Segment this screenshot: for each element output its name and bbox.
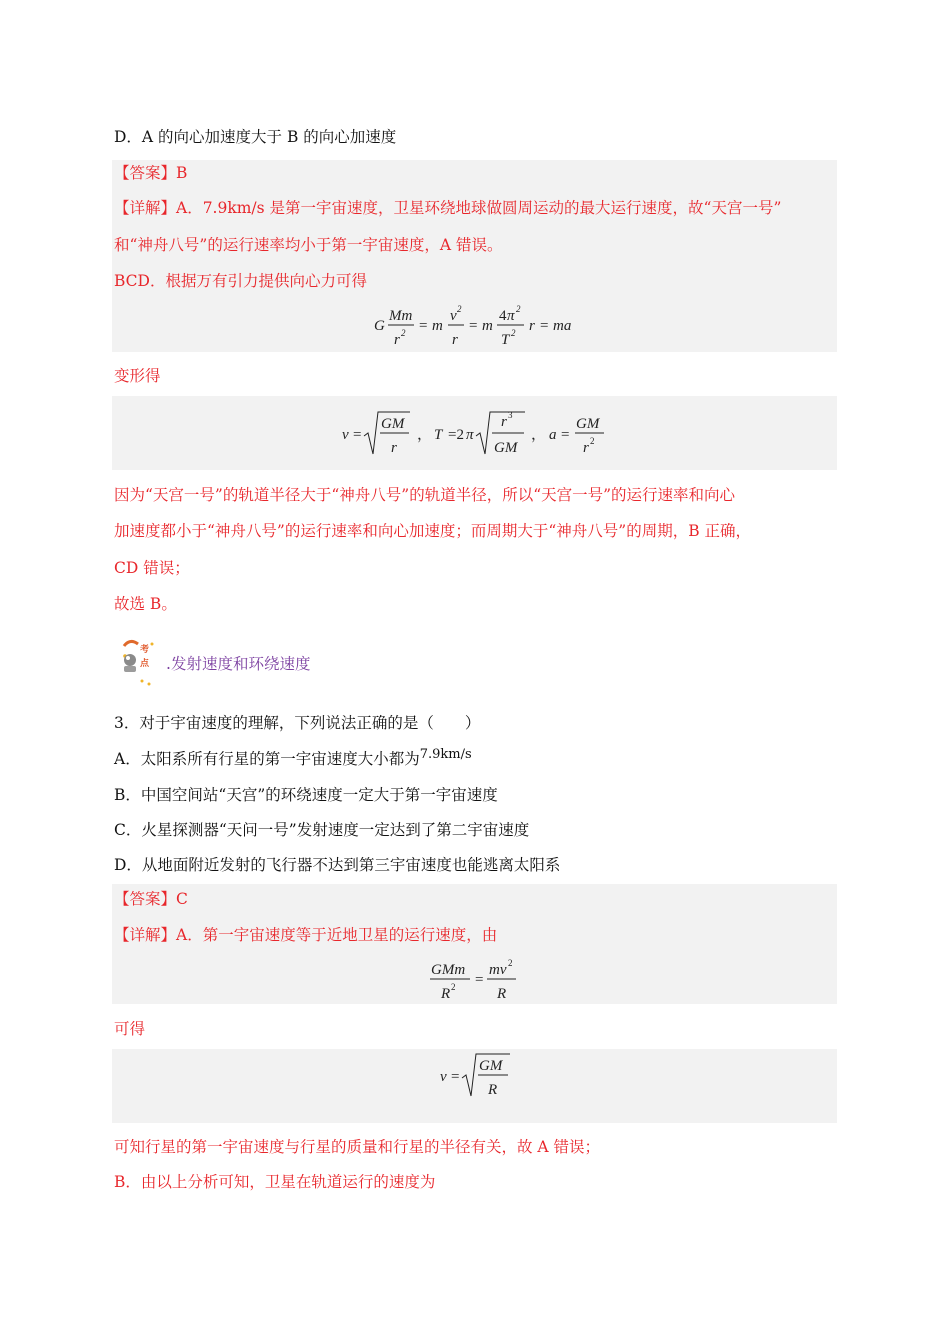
q3-option-b: B．中国空间站“天宫”的环绕速度一定大于第一宇宙速度 xyxy=(114,786,498,804)
svg-text:2: 2 xyxy=(401,328,406,338)
can-get-label: 可得 xyxy=(114,1020,146,1038)
topic-badge-icon xyxy=(116,636,158,688)
svg-text:π: π xyxy=(466,427,474,443)
svg-text:Mm: Mm xyxy=(389,308,413,324)
svg-text:r: r xyxy=(529,318,535,334)
svg-text:ma: ma xyxy=(553,318,572,334)
svg-text:=: = xyxy=(451,1069,460,1085)
topic-title-text: 发射速度和环绕速度 xyxy=(170,655,311,673)
detail-line-1-q2: 【详解】A．7.9km/s 是第一宇宙速度，卫星环绕地球做圆周运动的最大运行速度，故“天宫一号” xyxy=(114,199,782,217)
svg-text:v: v xyxy=(342,427,349,443)
q3-option-a-value: 7.9km/s xyxy=(419,747,472,762)
svg-text:R: R xyxy=(497,986,507,1002)
svg-text:T: T xyxy=(501,332,510,348)
answer-label-q2: 【答案】B xyxy=(114,164,188,182)
svg-text:4: 4 xyxy=(499,308,507,324)
svg-text:v: v xyxy=(450,308,457,324)
svg-text:GM: GM xyxy=(576,416,600,432)
svg-text:m: m xyxy=(432,318,443,334)
svg-text:π: π xyxy=(507,308,515,324)
svg-text:R: R xyxy=(488,1082,498,1098)
orbital-formulas xyxy=(340,402,620,464)
q3-option-d: D．从地面附近发射的飞行器不达到第三宇宙速度也能逃离太阳系 xyxy=(114,856,561,874)
svg-text:=: = xyxy=(469,318,478,334)
svg-text:m: m xyxy=(482,318,493,334)
svg-text:2: 2 xyxy=(590,436,595,446)
svg-text:，: ， xyxy=(531,427,547,443)
svg-text:=: = xyxy=(353,427,362,443)
svg-text:3: 3 xyxy=(508,410,513,420)
velocity-formula xyxy=(438,1048,528,1106)
svg-text:=: = xyxy=(540,318,549,334)
q3-option-a-text: A．太阳系所有行星的第一宇宙速度大小都为 xyxy=(114,750,420,768)
svg-text:a: a xyxy=(549,427,557,443)
deform-label: 变形得 xyxy=(114,367,161,385)
svg-text:2: 2 xyxy=(511,328,516,338)
svg-text:2: 2 xyxy=(451,982,456,992)
bcd-line-q2: BCD．根据万有引力提供向心力可得 xyxy=(114,272,367,290)
badge-bottom-char: 点 xyxy=(140,659,150,669)
svg-text:R: R xyxy=(441,986,451,1002)
gravitation-equation xyxy=(370,300,590,350)
option-d-q2: D．A 的向心加速度大于 B 的向心加速度 xyxy=(114,128,397,146)
q3-option-c: C．火星探测器“天问一号”发射速度一定达到了第二宇宙速度 xyxy=(114,821,530,839)
svg-text:r: r xyxy=(394,332,400,348)
reason-line-3: CD 错误； xyxy=(114,559,190,577)
svg-text:2: 2 xyxy=(457,304,462,314)
first-cosmic-velocity-equation xyxy=(428,954,528,1004)
badge-top-char: 考 xyxy=(140,645,150,655)
reason-line-1: 因为“天宫一号”的轨道半径大于“神舟八号”的轨道半径，所以“天宫一号”的运行速率和向心 xyxy=(114,486,736,504)
detail-line-1-q3: 【详解】A．第一宇宙速度等于近地卫星的运行速度，由 xyxy=(114,926,498,944)
q3-option-a xyxy=(114,749,472,771)
svg-text:T: T xyxy=(434,427,443,443)
svg-text:r: r xyxy=(391,440,397,456)
svg-text:=: = xyxy=(419,318,428,334)
conclusion-line-q3: 可知行星的第一宇宙速度与行星的质量和行星的半径有关，故 A 错误； xyxy=(114,1138,601,1156)
svg-text:GMm: GMm xyxy=(431,962,466,978)
b-line-q3: B．由以上分析可知，卫星在轨道运行的速度为 xyxy=(114,1173,436,1191)
detail-line-2-q2: 和“神舟八号”的运行速率均小于第一宇宙速度，A 错误。 xyxy=(114,236,503,254)
svg-text:r: r xyxy=(583,440,589,456)
svg-text:GM: GM xyxy=(479,1058,503,1074)
svg-text:2: 2 xyxy=(508,958,513,968)
svg-text:=2: =2 xyxy=(448,427,464,443)
svg-text:2: 2 xyxy=(516,304,521,314)
reason-line-2: 加速度都小于“神舟八号”的运行速率和向心加速度；而周期大于“神舟八号”的周期，B 正确， xyxy=(114,522,752,540)
svg-text:r: r xyxy=(452,332,458,348)
answer-label-q3: 【答案】C xyxy=(114,890,188,908)
topic-title: .发射速度和环绕速度 xyxy=(166,655,311,673)
svg-text:，: ， xyxy=(417,427,433,443)
choose-line-q2: 故选 B。 xyxy=(114,595,177,613)
svg-text:GM: GM xyxy=(494,440,518,456)
q3-question: 3．对于宇宙速度的理解，下列说法正确的是（ ） xyxy=(114,714,481,732)
svg-text:GM: GM xyxy=(381,416,405,432)
svg-text:r: r xyxy=(501,414,507,430)
svg-text:=: = xyxy=(475,972,484,988)
svg-text:=: = xyxy=(561,427,570,443)
svg-text:v: v xyxy=(440,1069,447,1085)
svg-text:mv: mv xyxy=(489,962,507,978)
svg-text:G: G xyxy=(374,318,385,334)
